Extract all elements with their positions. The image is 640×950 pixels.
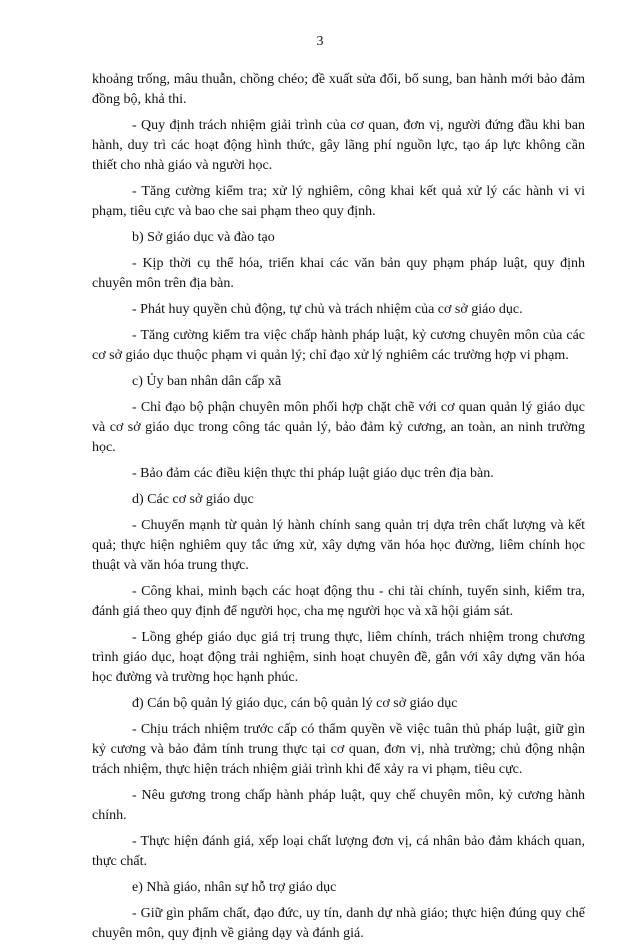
paragraph: - Công khai, minh bạch các hoạt động thu - chi tài chính, tuyển sinh, kiểm tra, đánh giá theo quy định để người học, cha mẹ người học và xã hội giám sát. <box>92 584 585 619</box>
paragraph: - Kịp thời cụ thể hóa, triển khai các văn bản quy phạm pháp luật, quy định chuyên môn trên địa bàn. <box>92 256 585 291</box>
paragraph: - Tăng cường kiểm tra việc chấp hành pháp luật, kỷ cương chuyên môn của các cơ sở giáo dục thuộc phạm vi quản lý; chỉ đạo xử lý nghiêm các trường hợp vi phạm. <box>92 328 585 363</box>
section-heading: c) Ủy ban nhân dân cấp xã <box>132 374 282 389</box>
paragraph: - Thực hiện đánh giá, xếp loại chất lượng đơn vị, cá nhân bảo đảm khách quan, thực chất. <box>92 834 585 869</box>
paragraph: - Nêu gương trong chấp hành pháp luật, quy chế chuyên môn, kỷ cương hành chính. <box>92 788 585 823</box>
section-heading: d) Các cơ sở giáo dục <box>132 492 254 507</box>
paragraph: - Phát huy quyền chủ động, tự chủ và trách nhiệm của cơ sở giáo dục. <box>132 302 523 317</box>
paragraph: - Giữ gìn phẩm chất, đạo đức, uy tín, danh dự nhà giáo; thực hiện đúng quy chế chuyên môn, quy định về giảng dạy và đánh giá. <box>92 906 585 941</box>
section-heading: e) Nhà giáo, nhân sự hỗ trợ giáo dục <box>132 880 337 895</box>
paragraph: - Lồng ghép giáo dục giá trị trung thực, liêm chính, trách nhiệm trong chương trình giáo dục, hoạt động trải nghiệm, sinh hoạt chuyên đề, gắn với xây dựng văn hóa học đường và trường học hạnh phúc. <box>92 630 585 685</box>
document-body <box>92 70 585 950</box>
page-number: 3 <box>316 34 324 49</box>
paragraph: - Chỉ đạo bộ phận chuyên môn phối hợp chặt chẽ với cơ quan quản lý giáo dục và cơ sở giáo dục trong công tác quản lý, bảo đảm kỷ cương, an toàn, an ninh trường học. <box>92 400 585 455</box>
section-heading: b) Sở giáo dục và đào tạo <box>132 230 275 245</box>
section-heading: đ) Cán bộ quản lý giáo dục, cán bộ quản lý cơ sở giáo dục <box>132 696 458 711</box>
paragraph: - Chuyển mạnh từ quản lý hành chính sang quản trị dựa trên chất lượng và kết quả; thực hiện nghiêm quy tắc ứng xử, xây dựng văn hóa học đường, liêm chính học thuật và văn hóa trung thực. <box>92 518 585 573</box>
paragraph: - Bảo đảm các điều kiện thực thi pháp luật giáo dục trên địa bàn. <box>132 466 494 481</box>
paragraph: - Quy định trách nhiệm giải trình của cơ quan, đơn vị, người đứng đầu khi ban hành, duy trì các hoạt động hình thức, gây lãng phí nguồn lực, tạo áp lực không cần thiết cho nhà giáo và người học. <box>92 118 585 173</box>
paragraph: - Chịu trách nhiệm trước cấp có thẩm quyền về việc tuân thủ pháp luật, giữ gìn kỷ cương và bảo đảm tính trung thực tại cơ quan, đơn vị, nhà trường; chủ động nhận trách nhiệm, thực hiện trách nhiệm giải trình khi để xảy ra vi phạm, tiêu cực. <box>92 722 585 777</box>
paragraph: - Tăng cường kiểm tra; xử lý nghiêm, công khai kết quả xử lý các hành vi vi phạm, tiêu cực và bao che sai phạm theo quy định. <box>92 184 585 219</box>
paragraph: khoảng trống, mâu thuẫn, chồng chéo; đề xuất sửa đổi, bổ sung, ban hành mới bảo đảm đồng bộ, khả thi. <box>92 72 585 107</box>
